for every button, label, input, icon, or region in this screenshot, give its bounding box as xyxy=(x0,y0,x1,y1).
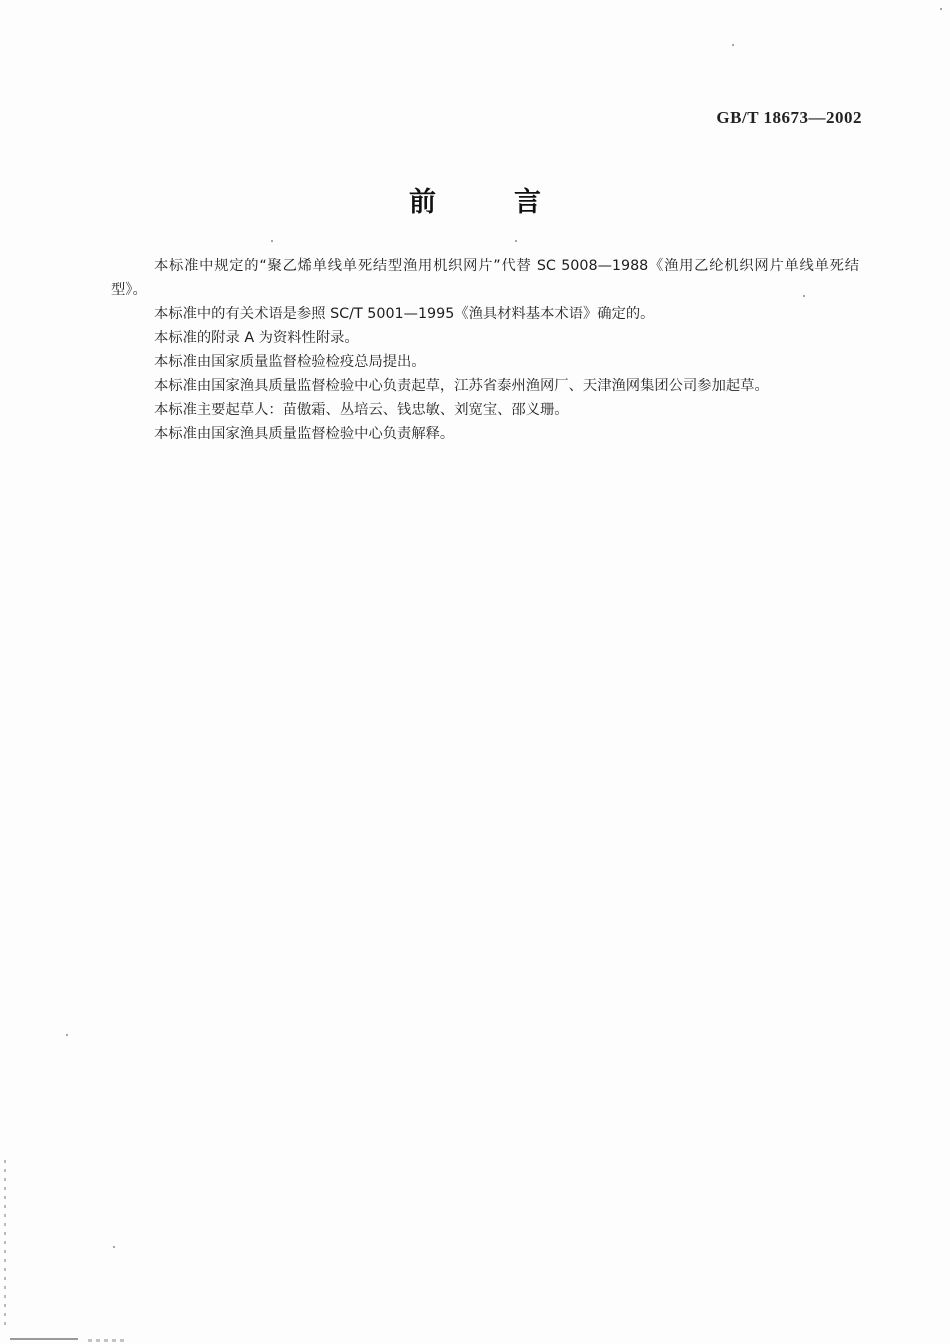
paragraph-proposer: 本标准由国家质量监督检验检疫总局提出。 xyxy=(154,354,426,370)
paragraph-terminology: 本标准中的有关术语是参照 SC/T 5001—1995《渔具材料基本术语》确定的。 xyxy=(154,306,655,322)
scan-speck xyxy=(732,44,734,46)
scan-edge-marks xyxy=(4,1160,6,1330)
paragraph-replacement: 本标准中规定的“聚乙烯单线单死结型渔用机织网片”代替 SC 5008—1988《渔用乙纶机织网片单线单死结型》。 xyxy=(111,258,859,298)
footer-rule xyxy=(10,1338,78,1340)
paragraph-drafting-org: 本标准由国家渔具质量监督检验中心负责起草，江苏省泰州渔网厂、天津渔网集团公司参加起草。 xyxy=(154,378,769,394)
paragraph-drafters: 本标准主要起草人：苗傲霜、丛培云、钱忠敏、刘宽宝、邵义珊。 xyxy=(154,402,569,418)
scan-speck xyxy=(271,240,273,242)
scan-speck xyxy=(940,8,942,10)
footer-artifact xyxy=(88,1339,128,1342)
scan-speck xyxy=(113,1246,115,1248)
scan-speck xyxy=(66,1034,68,1036)
scan-speck xyxy=(803,295,805,297)
paragraph-interpretation: 本标准由国家渔具质量监督检验中心负责解释。 xyxy=(154,426,455,442)
body-text xyxy=(111,254,859,446)
scan-speck xyxy=(515,240,517,242)
page-title: 前言 xyxy=(409,187,619,218)
standard-code: GB/T 18673—2002 xyxy=(716,108,862,127)
paragraph-appendix: 本标准的附录 A 为资料性附录。 xyxy=(154,330,359,346)
